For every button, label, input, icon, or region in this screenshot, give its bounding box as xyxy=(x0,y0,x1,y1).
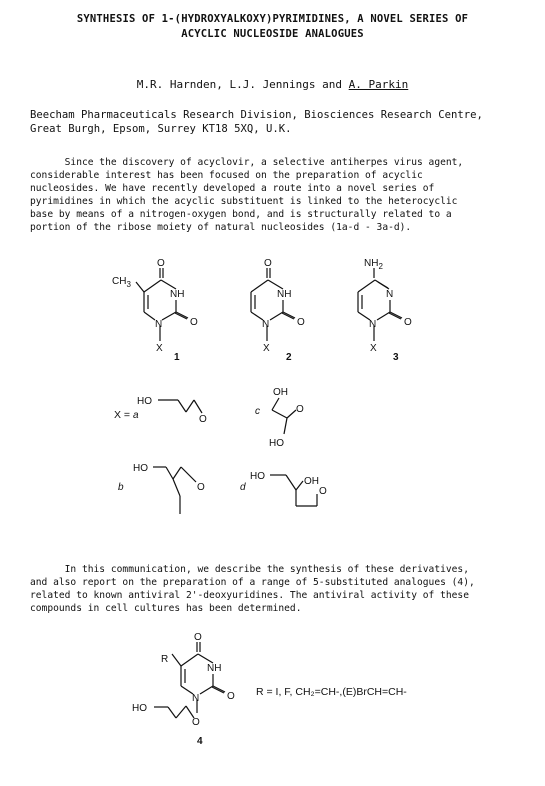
sidechain-d-oxygen: O xyxy=(319,486,327,497)
ring-nitrogen-label: N xyxy=(262,319,270,330)
communication-line: related to known antiviral 2'-deoxyuridines. The antiviral activity of these xyxy=(30,590,469,601)
nh-label: NH xyxy=(207,663,222,674)
ring-nitrogen-label: N xyxy=(369,319,377,330)
abstract-line: Since the discovery of acyclovir, a selective antiherpes virus agent, xyxy=(30,157,464,168)
compound-number-3: 3 xyxy=(393,352,399,363)
sidechain-c-oxygen: O xyxy=(296,404,304,415)
title-line-2: ACYCLIC NUCLEOSIDE ANALOGUES xyxy=(181,28,364,40)
hydroxyl-label: HO xyxy=(132,703,147,714)
nh-label: NH xyxy=(170,289,185,300)
sidechain-c-hydroxyl: OH xyxy=(273,387,288,398)
sidechain-label-c: c xyxy=(255,406,260,417)
compound-number-2: 2 xyxy=(286,352,292,363)
linking-oxygen-label: O xyxy=(192,717,200,728)
sidechain-a-oxygen: O xyxy=(199,414,207,425)
carbonyl-oxygen-label: O xyxy=(157,258,165,269)
r-substituent-label: R xyxy=(161,654,169,665)
amino-subscript: 2 xyxy=(378,262,383,271)
x-equals-text: X = xyxy=(114,409,133,421)
x-substituent-label: X xyxy=(156,343,163,354)
sidechain-b-oxygen: O xyxy=(197,482,205,493)
methyl-ch-label: CH xyxy=(112,276,127,287)
compound-number-1: 1 xyxy=(174,352,180,363)
affiliation-line-1: Beecham Pharmaceuticals Research Division, Biosciences Research Centre, xyxy=(30,109,483,121)
x-substituent-label: X xyxy=(370,343,377,354)
abstract-line: pyrimidines in which the acyclic substituent is linked to the heterocyclic xyxy=(30,196,458,207)
r-definition: R = I, F, CH₂=CH-,(E)BrCH=CH- xyxy=(256,686,407,698)
author-names: M.R. Harnden, L.J. Jennings and xyxy=(136,78,349,91)
affiliation-line-2: Great Burgh, Epsom, Surrey KT18 5XQ, U.K. xyxy=(30,123,292,135)
x-substituent-label: X xyxy=(263,343,270,354)
methyl-subscript: 3 xyxy=(126,280,131,289)
sidechain-label-b: b xyxy=(118,482,124,493)
carbonyl-oxygen-label: O xyxy=(227,691,235,702)
amino-nh-label: NH xyxy=(364,258,379,269)
ring-nitrogen-label: N xyxy=(386,289,394,300)
carbonyl-oxygen-label: O xyxy=(264,258,272,269)
communication-line: compounds in cell cultures has been determined. xyxy=(30,603,302,614)
sidechain-d-hydroxyl-secondary: OH xyxy=(304,476,319,487)
sidechain-a-hydroxyl: HO xyxy=(137,396,152,407)
sidechain-c-hydroxyl-bottom: HO xyxy=(269,438,284,449)
nh-label: NH xyxy=(277,289,292,300)
sidechain-label-a: a xyxy=(132,410,139,421)
sidechain-label-d: d xyxy=(240,482,246,493)
compound-number-4: 4 xyxy=(197,736,203,747)
communication-line: and also report on the preparation of a range of 5-substituted analogues (4), xyxy=(30,577,475,588)
sidechain-b-hydroxyl-top: HO xyxy=(133,463,148,474)
abstract-line: base by means of a nitrogen-oxygen bond, and is structurally related to a xyxy=(30,209,452,220)
ring-nitrogen-label: N xyxy=(155,319,163,330)
corresponding-author: A. Parkin xyxy=(348,78,409,91)
carbonyl-oxygen-label: O xyxy=(297,317,305,328)
abstract-line: considerable interest has been focused on the preparation of acyclic xyxy=(30,170,423,181)
carbonyl-oxygen-label: O xyxy=(404,317,412,328)
abstract-line: portion of the ribose moiety of natural nucleosides (1a-d - 3a-d). xyxy=(30,222,412,233)
title-line-1: SYNTHESIS OF 1-(HYDROXYALKOXY)PYRIMIDINES, A NOVEL SERIES OF xyxy=(76,13,469,25)
carbonyl-oxygen-label: O xyxy=(190,317,198,328)
carbonyl-oxygen-label: O xyxy=(194,632,202,643)
ring-nitrogen-label: N xyxy=(192,693,200,704)
sidechain-d-hydroxyl: HO xyxy=(250,471,265,482)
communication-line: In this communication, we describe the synthesis of these derivatives, xyxy=(30,564,469,575)
abstract-line: nucleosides. We have recently developed a route into a novel series of xyxy=(30,183,435,194)
